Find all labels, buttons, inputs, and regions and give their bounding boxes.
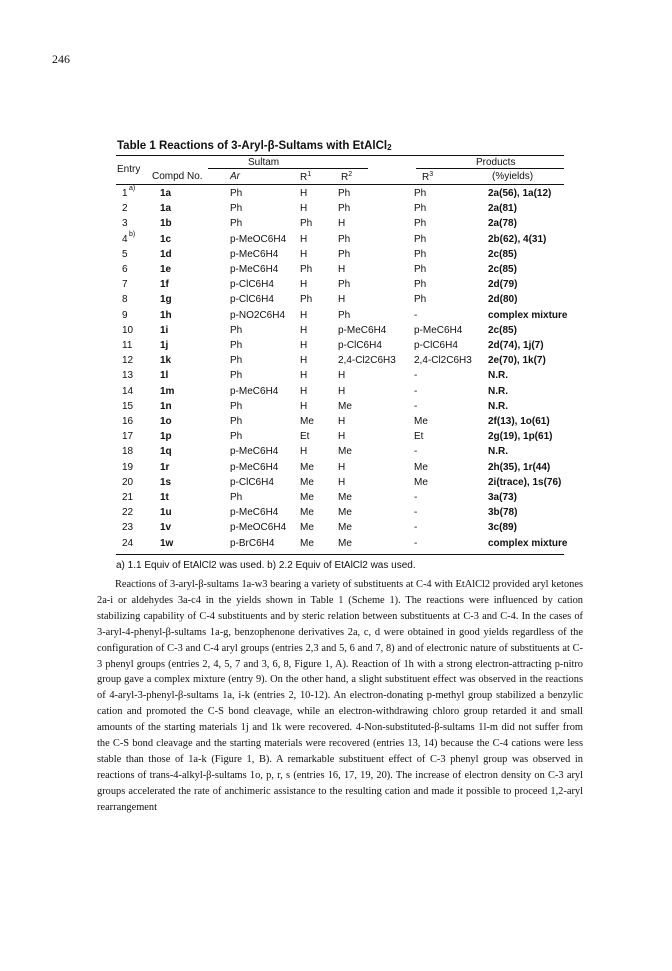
cell-ar: p-MeC6H4 [230,507,279,519]
cell-r3: Ph [414,188,427,199]
cell-r2: Me [338,446,352,458]
table-row [116,203,564,215]
cell-r2: H [338,294,346,306]
cell-r1: H [300,279,308,291]
cell-compd: 1k [160,355,172,367]
table-row [116,340,564,352]
cell-products: N.R. [488,400,508,412]
cell-products: 2b(62), 4(31) [488,233,547,245]
cell-r3: Et [414,431,424,443]
cell-r1: H [300,370,308,382]
cell-compd: 1w [160,537,174,549]
cell-r3: p-MeC6H4 [414,324,463,336]
cell-compd: 1v [160,522,172,534]
cell-r3: Ph [414,233,427,245]
cell-compd: 1f [160,279,169,291]
header-r3: $R^3$ [422,171,434,183]
cell-compd: 1q [160,446,172,458]
cell-entry: 10 [122,324,134,336]
cell-products: 3b(78) [488,507,518,519]
header-r2: $R^2$ [341,171,353,183]
table-row [116,416,564,428]
cell-r1: H [300,188,308,199]
cell-r3: 2,4-Cl2C6H3 [414,355,472,367]
cell-r2: H [338,431,346,443]
cell-ar: Ph [230,355,243,367]
cell-r3: Me [414,416,428,427]
cell-r2: H [338,416,346,427]
cell-ar: Ph [230,203,243,215]
table-row [116,264,564,276]
cell-r1: H [300,340,308,351]
cell-products: 2a(56), 1a(12) [488,188,552,199]
cell-ar: Ph [230,431,243,443]
cell-r3: - [414,522,418,534]
table-row [116,279,564,291]
cell-products: 2h(35), 1r(44) [488,461,551,473]
cell-r2: H [338,476,346,488]
cell-compd: 1i [160,324,169,336]
cell-entry: 13 [122,370,134,382]
header-products: Products [476,157,516,168]
cell-ar: p-MeC6H4 [230,248,279,260]
cell-r3: - [414,385,418,397]
cell-r2: Me [338,400,352,412]
cell-products: 2d(74), 1j(7) [488,340,544,351]
cell-entry: 1 [122,188,128,199]
cell-r3: Ph [414,218,427,230]
cell-r1: Ph [300,264,313,275]
products-group-rule [416,168,564,169]
cell-r2: Ph [338,233,351,245]
cell-entry: 19 [122,461,134,473]
cell-r2: p-MeC6H4 [338,324,387,336]
cell-products: N.R. [488,446,508,458]
cell-entry: 17 [122,431,134,443]
cell-r2: H [338,218,346,230]
table-row [116,218,564,230]
cell-r3: - [414,370,418,382]
table-row [116,401,564,413]
cell-compd: 1c [160,233,172,245]
cell-r1: H [300,446,308,458]
cell-r1: H [300,233,308,245]
table-row [116,249,564,261]
cell-r2: Ph [338,248,351,260]
cell-entry: 4 [122,233,128,245]
header-r1: $R^1$ [300,171,312,183]
header-sultam: Sultam [248,157,280,168]
cell-compd: 1a [160,203,172,215]
table-bottom-rule [116,554,564,555]
cell-ar: p-ClC6H4 [230,294,274,306]
body-text [97,577,583,816]
cell-r2: Ph [338,279,351,291]
cell-products: 2a(78) [488,218,517,230]
cell-ar: Ph [230,218,243,230]
cell-products: 2a(81) [488,203,517,215]
table-top-rule [116,155,564,156]
cell-ar: p-ClC6H4 [230,279,274,291]
cell-ar: Ph [230,416,243,427]
cell-r1: H [300,385,308,397]
cell-compd: 1s [160,476,172,488]
cell-products: 2f(13), 1o(61) [488,416,550,427]
cell-entry: 5 [122,248,128,260]
cell-products: 2c(85) [488,264,517,275]
cell-r2: p-ClC6H4 [338,340,382,351]
cell-r1: H [300,203,308,215]
cell-ar: Ph [230,400,243,412]
cell-entry: 24 [122,537,134,549]
table-row [116,309,568,322]
cell-entry: 8 [122,294,128,306]
cell-ar: Ph [230,370,243,382]
cell-products: N.R. [488,385,508,397]
cell-compd: 1h [160,309,172,321]
cell-products: 2d(80) [488,294,518,306]
cell-r3: Ph [414,264,427,275]
cell-entry: 2 [122,203,128,215]
cell-r2: Me [338,492,352,503]
cell-compd: 1p [160,431,172,443]
table-row [116,185,564,200]
table-footnote: a) 1.1 Equiv of EtAlCl2 was used. b) 2.2 Equiv of EtAlCl2 was used. [116,560,416,571]
cell-ar: p-ClC6H4 [230,476,274,488]
cell-compd: 1l [160,370,169,382]
cell-r1: Me [300,507,314,519]
cell-compd: 1t [160,492,169,503]
cell-r1: Ph [300,294,313,306]
header-compd: Compd No. [152,171,203,182]
cell-products: 2c(85) [488,324,517,336]
table-row [116,446,564,458]
cell-ar: Ph [230,492,243,503]
cell-entry: 22 [122,507,134,519]
cell-r3: - [414,507,418,519]
cell-r1: H [300,355,308,367]
cell-r2: H [338,461,346,473]
cell-entry: 6 [122,264,128,275]
cell-r3: Ph [414,279,427,291]
sultam-group-rule [208,168,368,169]
cell-r3: - [414,492,418,503]
cell-products: complex mixture [488,309,568,321]
table-row [116,492,564,504]
cell-r2: Me [338,537,352,549]
cell-products: 2i(trace), 1s(76) [488,476,562,488]
cell-products: complex mixture [488,537,568,549]
cell-entry: 7 [122,279,128,291]
cell-r3: - [414,400,418,412]
cell-compd: 1b [160,218,172,230]
cell-ar: p-MeOC6H4 [230,233,287,245]
header-entry: Entry [117,164,141,175]
cell-r1: H [300,400,308,412]
cell-products: N.R. [488,370,508,382]
cell-ar: p-NO2C6H4 [230,309,286,321]
body-paragraph: Reactions of 3-aryl-β-sultams 1a-w3 bearing a variety of substituents at C-4 with EtAlCl2 provided aryl ketones 2a-i or aldehydes 3a-c4 in the yields shown in Table 1 (Scheme 1). The reactions were influenced by cation stabilizing capability of C-4 substituents and by steric relation between substituents at C-3 and C-4. In the cases of 3-aryl-4-phenyl-β-sultams 1a-g, benzophenone derivatives 2a, c, d were obtained in good yields regardless of the configuration of C-3 and C-4 aryl groups (entries 2,3 and 5, 6 and 7, 8) and of electronic nature of substituents at C-3 phenyl groups (entries 2, 4, 5, 7 and 3, 6, 8, Figure 1, A). Reaction of 1h with a strong electron-attracting p-nitro group gave a complex mixture (entry 9). On the other hand, a slight substituent effect was observed in the reactions of 4-aryl-3-phenyl-β-sultams 1a, i-k (entries 2, 10-12). An electron-donating p-methyl group stabilized a benzylic cation and promoted the C-S bond cleavage, while an electron-withdrawing chloro group retarded it and small amounts of the starting materials 1j and 1k were recovered. 4-Non-substituted-β-sultams 1l-m did not suffer from the C-S bond cleavage and the starting materials were recovered (entries 13, 14) because the C-4 cations were less stable than those of 1a-k (Figure 1, B). A remarkable substituent effect of C-3 phenyl group was observed in reactions of trans-4-alkyl-β-sultams 1o, p, r, s (entries 16, 17, 19, 20). The increase of electron density on C-3 aryl groups accelerated the rate of anchimeric assistance to the resulting cation and made it possible to proceed 1,2-aryl rearrangement [97,579,583,813]
cell-r2: Ph [338,188,351,199]
cell-entry: 14 [122,385,134,397]
cell-r1: Me [300,416,314,427]
cell-entry: 15 [122,400,134,412]
cell-r1: Ph [300,218,313,230]
cell-ar: p-MeC6H4 [230,461,279,473]
cell-r3: - [414,309,418,321]
cell-compd: 1m [160,385,175,397]
cell-r3: p-ClC6H4 [414,340,458,351]
cell-r3: - [414,537,418,549]
cell-products: 2d(79) [488,279,518,291]
cell-r2: H [338,385,346,397]
table-row [116,537,568,550]
cell-products: 3a(73) [488,492,517,503]
cell-compd: 1a [160,188,172,199]
cell-products: 2c(85) [488,248,517,260]
cell-entry: 3 [122,218,128,230]
cell-r1: Me [300,537,314,549]
page-number: 246 [52,52,70,66]
cell-entry: 16 [122,416,134,427]
table-row [116,477,564,489]
table-row [116,462,564,474]
table-row [116,522,564,534]
cell-r2: Me [338,522,352,534]
table-row [116,431,564,443]
table-row [116,230,564,246]
cell-entry: 23 [122,522,134,534]
cell-compd: 1u [160,507,172,519]
cell-compd: 1r [160,461,170,473]
cell-compd: 1e [160,264,172,275]
cell-products: 3c(89) [488,522,517,534]
header-yields: (%yields) [492,171,534,182]
table-row [116,370,564,382]
cell-ar: Ph [230,340,243,351]
cell-compd: 1n [160,400,172,412]
cell-r1: Me [300,461,314,473]
cell-r2: Me [338,507,352,519]
cell-r3: Ph [414,294,427,306]
cell-ar: Ph [230,188,243,199]
table-caption: Table 1 Reactions of 3-Aryl-β-Sultams with EtAlCl$_2$ [117,140,392,152]
cell-entry: 18 [122,446,134,458]
cell-r3: Me [414,461,428,473]
cell-r3: Me [414,476,428,488]
cell-r2: Ph [338,309,351,321]
cell-products: 2g(19), 1p(61) [488,431,553,443]
cell-r1: Et [300,431,310,443]
header-ar: Ar [230,171,240,182]
table-row [116,294,564,306]
cell-ar: p-BrC6H4 [230,537,275,549]
cell-r1: Me [300,492,314,503]
cell-r1: Me [300,476,314,488]
cell-r1: H [300,248,308,260]
entry-footnote-marker: a) [129,185,136,192]
cell-ar: p-MeC6H4 [230,264,279,275]
cell-r2: Ph [338,203,351,215]
cell-r1: Me [300,522,314,534]
cell-compd: 1d [160,248,172,260]
cell-entry: 11 [122,340,133,351]
cell-r3: Ph [414,248,427,260]
cell-compd: 1g [160,294,172,306]
cell-compd: 1o [160,416,172,427]
cell-r2: H [338,264,346,275]
entry-footnote-marker: b) [129,230,136,238]
cell-r1: H [300,324,308,336]
cell-r2: H [338,370,346,382]
table-row [116,507,564,519]
cell-r2: 2,4-Cl2C6H3 [338,355,396,367]
cell-ar: Ph [230,324,243,336]
cell-ar: p-MeOC6H4 [230,522,287,534]
cell-compd: 1j [160,340,169,351]
cell-r1: H [300,309,308,321]
cell-r3: - [414,446,418,458]
cell-products: 2e(70), 1k(7) [488,355,546,367]
cell-entry: 12 [122,355,134,367]
header-bottom-rule [116,184,564,185]
cell-entry: 20 [122,476,134,488]
table-row [116,325,564,337]
cell-entry: 21 [122,492,134,503]
cell-ar: p-MeC6H4 [230,385,279,397]
cell-r3: Ph [414,203,427,215]
table-row [116,386,564,398]
cell-ar: p-MeC6H4 [230,446,279,458]
cell-entry: 9 [122,309,128,321]
table-row [116,355,564,367]
